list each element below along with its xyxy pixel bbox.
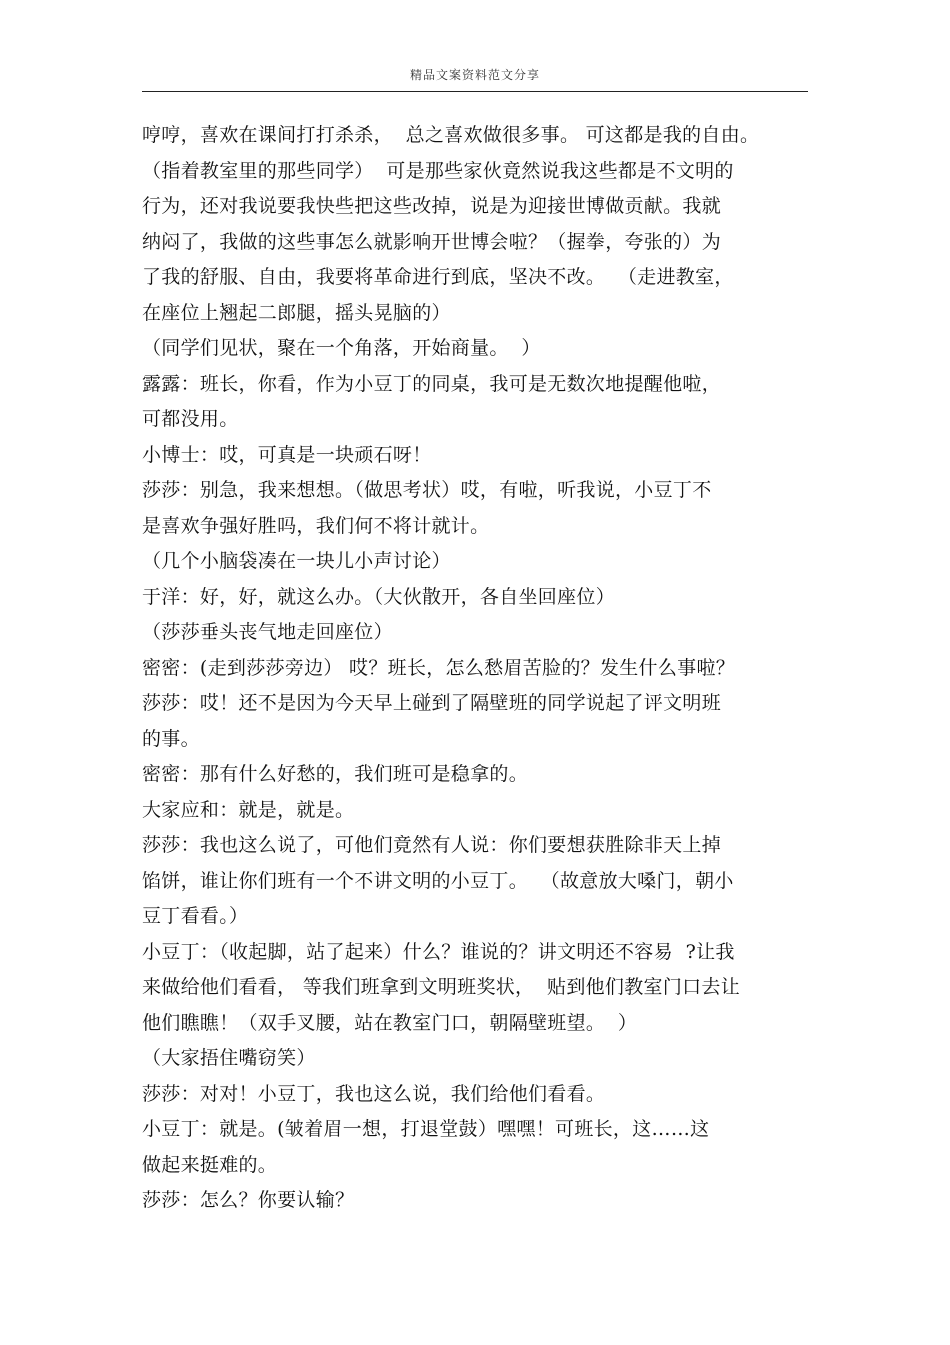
text-line: 大家应和：就是，就是。 (142, 798, 355, 821)
text-line: 莎莎：怎么？你要认输？ (142, 1189, 355, 1211)
text-line: 密密：那有什么好愁的，我们班可是稳拿的。 (142, 763, 529, 785)
text-line: （大家捂住嘴窃笑） (142, 1047, 316, 1069)
text-line: 密密：(走到莎莎旁边） 哎？班长，怎么愁眉苦脸的？发生什么事啦？ (142, 656, 736, 679)
text-line: 小博士：哎，可真是一块顽石呀！ (142, 443, 432, 466)
header-title: 精品文案资料范文分享 (409, 68, 540, 82)
text-line: 做起来挺难的。 (142, 1153, 278, 1176)
text-line: 来做给他们看看， 等我们班拿到文明班奖状， 贴到他们教室门口去让 (142, 976, 741, 998)
text-line: （同学们见状，聚在一个角落，开始商量。 ） (142, 337, 541, 359)
text-line: 莎莎：别急，我来想想。（做思考状）哎，有啦，听我说，小豆丁不 (142, 479, 712, 501)
text-line: 豆丁看看。） (142, 905, 249, 927)
text-line: 露露：班长，你看，作为小豆丁的同桌，我可是无数次地提醒他啦， (142, 372, 722, 395)
text-line: 在座位上翘起二郎腿，摇头晃脑的） (142, 301, 451, 324)
text-line: 了我的舒服、自由，我要将革命进行到底，坚决不改。 （走进教室， (142, 266, 734, 288)
text-line: 他们瞧瞧！（双手叉腰，站在教室门口，朝隔壁班望。 ） (142, 1011, 638, 1034)
text-line: 的事。 (142, 727, 200, 750)
text-line: 哼哼，喜欢在课间打打杀杀， 总之喜欢做很多事。 可这都是我的自由。 (142, 124, 760, 146)
text-line: 莎莎：哎！还不是因为今天早上碰到了隔壁班的同学说起了评文明班 (142, 692, 722, 714)
text-line: （几个小脑袋凑在一块儿小声讨论） (142, 550, 451, 572)
text-line: 小豆丁：就是。(皱着眉一想，打退堂鼓）嘿嘿！可班长，这……这 (142, 1118, 710, 1140)
text-line: 馅饼，谁让你们班有一个不讲文明的小豆丁。 （故意放大嗓门，朝小 (142, 869, 734, 892)
text-line: 小豆丁：（收起脚，站了起来）什么？谁说的？讲文明还不容易 ?让我 (142, 940, 735, 963)
text-line: 可都没用。 (142, 408, 239, 430)
text-line: （莎莎垂头丧气地走回座位） (142, 621, 393, 643)
text-line: 行为，还对我说要我快些把这些改掉，说是为迎接世博做贡献。我就 (142, 195, 722, 217)
text-line: 纳闷了，我做的这些事怎么就影响开世博会啦？（握拳，夸张的）为 (142, 230, 722, 253)
text-line: 莎莎：我也这么说了，可他们竟然有人说：你们要想获胜除非天上掉 (142, 834, 722, 856)
text-line: 莎莎：对对！小豆丁，我也这么说，我们给他们看看。 (142, 1082, 606, 1105)
text-line: 于洋：好，好，就这么办。（大伙散开，各自坐回座位） (142, 585, 616, 608)
text-line: 是喜欢争强好胜吗，我们何不将计就计。 (142, 514, 490, 537)
text-line: （指着教室里的那些同学） 可是那些家伙竟然说我这些都是不文明的 (142, 159, 734, 182)
page-header (142, 58, 808, 92)
document-body (142, 118, 822, 1219)
